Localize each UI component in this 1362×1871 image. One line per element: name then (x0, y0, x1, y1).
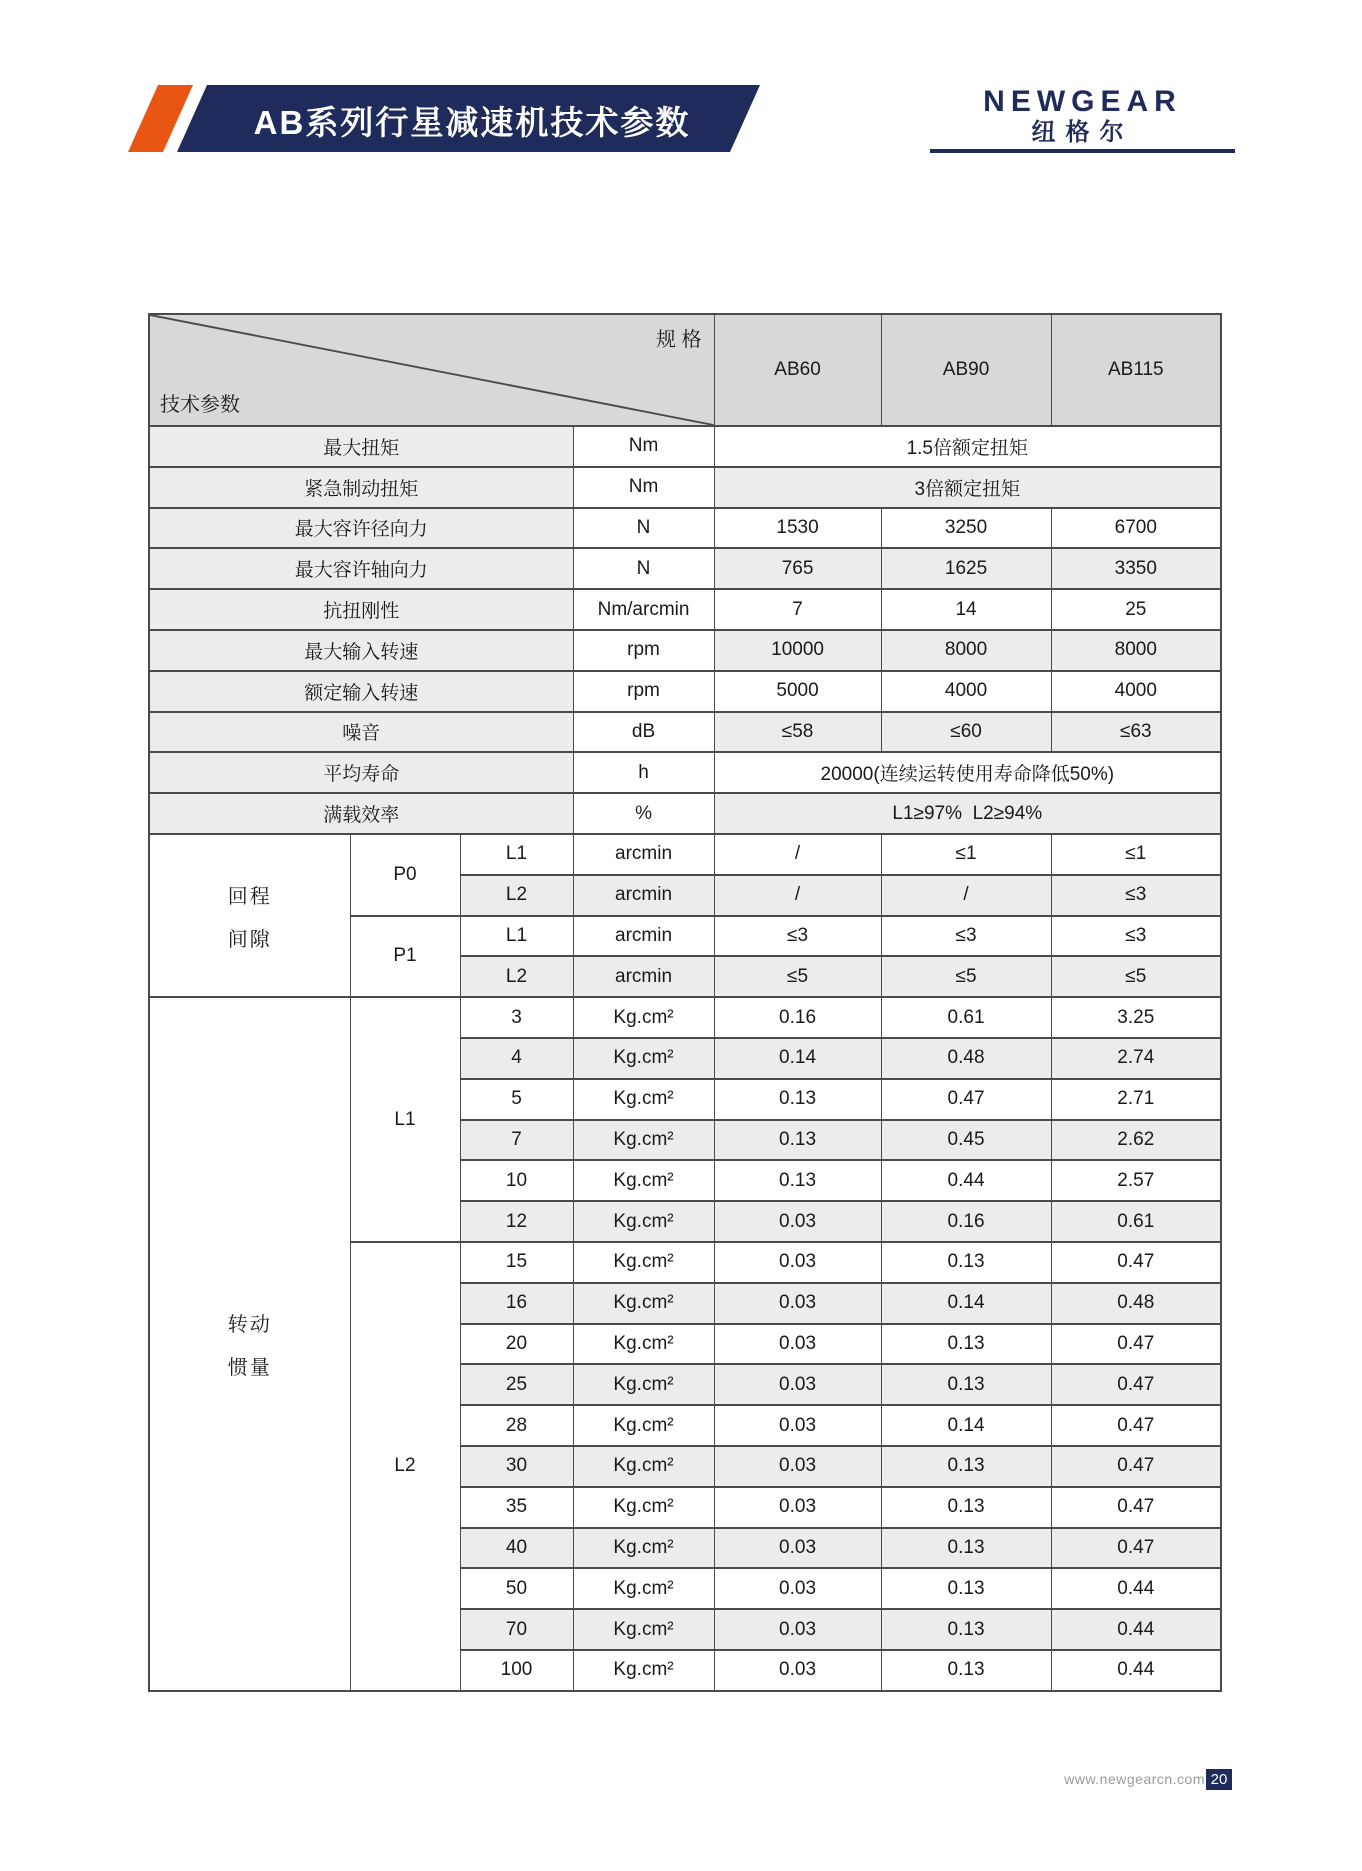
ratio: 40 (460, 1528, 573, 1569)
value-ab90: 0.13 (881, 1242, 1051, 1283)
value-ab60: 0.03 (714, 1487, 881, 1528)
unit: Kg.cm² (573, 1120, 714, 1161)
unit: Kg.cm² (573, 1364, 714, 1405)
unit: Kg.cm² (573, 1201, 714, 1242)
ratio: 28 (460, 1405, 573, 1446)
unit: Kg.cm² (573, 1038, 714, 1079)
value-ab90: 0.44 (881, 1160, 1051, 1201)
precision-grade: P1 (350, 916, 460, 998)
value-ab115: ≤3 (1051, 875, 1221, 916)
unit: Kg.cm² (573, 1160, 714, 1201)
value-ab90: 0.13 (881, 1364, 1051, 1405)
unit: arcmin (573, 875, 714, 916)
table-row (149, 630, 1221, 671)
value-ab60: 0.16 (714, 997, 881, 1038)
param-name: 最大容许轴向力 (149, 548, 573, 589)
value-ab60: 0.14 (714, 1038, 881, 1079)
value-ab115: 2.74 (1051, 1038, 1221, 1079)
table-row (149, 671, 1221, 712)
value-ab60: ≤3 (714, 916, 881, 957)
ratio: 3 (460, 997, 573, 1038)
ratio: 4 (460, 1038, 573, 1079)
value-ab115: 2.71 (1051, 1079, 1221, 1120)
value-ab115: 8000 (1051, 630, 1221, 671)
column-header-ab60: AB60 (714, 314, 881, 426)
unit: dB (573, 712, 714, 753)
value-ab90: 0.13 (881, 1528, 1051, 1569)
unit: arcmin (573, 956, 714, 997)
ratio: 50 (460, 1568, 573, 1609)
param-name: 额定输入转速 (149, 671, 573, 712)
value-ab115: 0.47 (1051, 1528, 1221, 1569)
unit: % (573, 793, 714, 834)
value-ab115: 4000 (1051, 671, 1221, 712)
unit: arcmin (573, 834, 714, 875)
value-ab115: 0.47 (1051, 1242, 1221, 1283)
unit: rpm (573, 630, 714, 671)
unit: Nm/arcmin (573, 589, 714, 630)
value-ab90: ≤5 (881, 956, 1051, 997)
value-ab90: / (881, 875, 1051, 916)
value-ab60: ≤5 (714, 956, 881, 997)
precision-grade: P0 (350, 834, 460, 916)
value-ab90: 0.61 (881, 997, 1051, 1038)
unit: h (573, 752, 714, 793)
stage: L1 (460, 916, 573, 957)
value-ab115: 3350 (1051, 548, 1221, 589)
value-ab60: 10000 (714, 630, 881, 671)
stage: L2 (460, 875, 573, 916)
value-ab115: 0.61 (1051, 1201, 1221, 1242)
value-ab60: 0.03 (714, 1364, 881, 1405)
unit: Kg.cm² (573, 1242, 714, 1283)
corner-label-param: 技术参数 (160, 394, 240, 416)
param-name: 最大容许径向力 (149, 508, 573, 549)
brand-logo (930, 86, 1235, 153)
value-ab90: 0.14 (881, 1283, 1051, 1324)
value-ab60: 0.03 (714, 1609, 881, 1650)
table-corner-cell (149, 314, 714, 426)
page-title: AB系列行星减速机技术参数 (253, 103, 691, 141)
unit: N (573, 508, 714, 549)
value-ab115: 0.44 (1051, 1609, 1221, 1650)
value-ab60: 0.03 (714, 1201, 881, 1242)
spec-table-body (149, 426, 1221, 1691)
value-ab60: 7 (714, 589, 881, 630)
unit: arcmin (573, 916, 714, 957)
column-header-ab115: AB115 (1051, 314, 1221, 426)
value-ab90: 0.13 (881, 1487, 1051, 1528)
spec-table (148, 313, 1222, 1692)
value-ab60: 765 (714, 548, 881, 589)
param-name: 满载效率 (149, 793, 573, 834)
value-ab90: 0.47 (881, 1079, 1051, 1120)
value-ab60: 0.03 (714, 1568, 881, 1609)
column-header-ab90: AB90 (881, 314, 1051, 426)
value-ab60: 0.13 (714, 1079, 881, 1120)
unit: rpm (573, 671, 714, 712)
value-ab115: ≤63 (1051, 712, 1221, 753)
page-footer (1050, 1768, 1232, 1790)
table-row (149, 997, 1221, 1038)
value-ab115: ≤5 (1051, 956, 1221, 997)
value-ab60: / (714, 875, 881, 916)
unit: Kg.cm² (573, 1405, 714, 1446)
value-ab115: ≤1 (1051, 834, 1221, 875)
ratio: 10 (460, 1160, 573, 1201)
unit: Kg.cm² (573, 997, 714, 1038)
value-ab115: 3.25 (1051, 997, 1221, 1038)
unit: Kg.cm² (573, 1487, 714, 1528)
unit: Nm (573, 426, 714, 467)
value-ab90: 0.13 (881, 1650, 1051, 1691)
value-ab60: ≤58 (714, 712, 881, 753)
ratio: 25 (460, 1364, 573, 1405)
value-ab60: 0.03 (714, 1283, 881, 1324)
value-span: 3倍额定扭矩 (714, 467, 1221, 508)
stage-group: L2 (350, 1242, 460, 1691)
value-ab90: 0.13 (881, 1324, 1051, 1365)
value-ab115: 0.44 (1051, 1568, 1221, 1609)
param-name: 平均寿命 (149, 752, 573, 793)
table-row (149, 752, 1221, 793)
value-ab90: 0.45 (881, 1120, 1051, 1161)
value-ab115: 2.62 (1051, 1120, 1221, 1161)
param-name: 抗扭刚性 (149, 589, 573, 630)
unit: Kg.cm² (573, 1650, 714, 1691)
value-ab90: 0.13 (881, 1568, 1051, 1609)
ratio: 16 (460, 1283, 573, 1324)
ratio: 100 (460, 1650, 573, 1691)
brand-name: NEWGEAR (983, 85, 1182, 118)
ratio: 15 (460, 1242, 573, 1283)
unit: Kg.cm² (573, 1446, 714, 1487)
value-ab60: 1530 (714, 508, 881, 549)
unit: Kg.cm² (573, 1568, 714, 1609)
value-ab60: / (714, 834, 881, 875)
value-ab90: 0.14 (881, 1405, 1051, 1446)
value-ab60: 0.13 (714, 1160, 881, 1201)
unit: Kg.cm² (573, 1609, 714, 1650)
unit: Kg.cm² (573, 1528, 714, 1569)
table-row (149, 548, 1221, 589)
brand-name-cn: 纽格尔 (1031, 118, 1134, 146)
value-span: 1.5倍额定扭矩 (714, 426, 1221, 467)
value-span: 20000(连续运转使用寿命降低50%) (714, 752, 1221, 793)
ratio: 70 (460, 1609, 573, 1650)
value-ab60: 0.03 (714, 1405, 881, 1446)
value-ab90: 0.16 (881, 1201, 1051, 1242)
table-row (149, 467, 1221, 508)
ratio: 30 (460, 1446, 573, 1487)
param-name: 最大扭矩 (149, 426, 573, 467)
param-name: 噪音 (149, 712, 573, 753)
value-ab60: 0.03 (714, 1650, 881, 1691)
table-row (149, 589, 1221, 630)
corner-label-spec: 规 格 (655, 329, 702, 351)
value-ab115: 25 (1051, 589, 1221, 630)
value-ab60: 0.13 (714, 1120, 881, 1161)
value-ab115: ≤3 (1051, 916, 1221, 957)
unit: Kg.cm² (573, 1079, 714, 1120)
value-ab115: 0.47 (1051, 1364, 1221, 1405)
table-row (149, 834, 1221, 875)
value-ab90: ≤1 (881, 834, 1051, 875)
table-row (149, 793, 1221, 834)
page-number-badge: 20 (1206, 1769, 1232, 1790)
value-ab60: 0.03 (714, 1528, 881, 1569)
value-ab60: 0.03 (714, 1324, 881, 1365)
value-ab60: 0.03 (714, 1242, 881, 1283)
value-ab90: ≤60 (881, 712, 1051, 753)
value-ab115: 6700 (1051, 508, 1221, 549)
value-ab115: 2.57 (1051, 1160, 1221, 1201)
ratio: 5 (460, 1079, 573, 1120)
value-ab115: 0.47 (1051, 1446, 1221, 1487)
unit: Kg.cm² (573, 1324, 714, 1365)
ratio: 12 (460, 1201, 573, 1242)
param-name: 紧急制动扭矩 (149, 467, 573, 508)
ratio: 7 (460, 1120, 573, 1161)
table-row (149, 508, 1221, 549)
value-ab115: 0.48 (1051, 1283, 1221, 1324)
value-ab90: ≤3 (881, 916, 1051, 957)
value-ab90: 3250 (881, 508, 1051, 549)
value-ab90: 8000 (881, 630, 1051, 671)
section-label-backlash: 回程 间隙 (149, 834, 350, 997)
section-label-inertia: 转动 惯量 (149, 997, 350, 1691)
value-span: L1≥97% L2≥94% (714, 793, 1221, 834)
value-ab90: 14 (881, 589, 1051, 630)
value-ab60: 0.03 (714, 1446, 881, 1487)
value-ab90: 0.13 (881, 1446, 1051, 1487)
unit: Kg.cm² (573, 1283, 714, 1324)
value-ab60: 5000 (714, 671, 881, 712)
value-ab90: 4000 (881, 671, 1051, 712)
ratio: 20 (460, 1324, 573, 1365)
value-ab115: 0.47 (1051, 1324, 1221, 1365)
value-ab90: 0.13 (881, 1609, 1051, 1650)
stage: L1 (460, 834, 573, 875)
ratio: 35 (460, 1487, 573, 1528)
unit: N (573, 548, 714, 589)
stage-group: L1 (350, 997, 460, 1242)
table-header-row (149, 314, 1221, 426)
value-ab115: 0.44 (1051, 1650, 1221, 1691)
value-ab90: 0.48 (881, 1038, 1051, 1079)
stage: L2 (460, 956, 573, 997)
footer-url: www.newgearcn.com (1064, 1771, 1205, 1787)
param-name: 最大输入转速 (149, 630, 573, 671)
value-ab90: 1625 (881, 548, 1051, 589)
table-row (149, 712, 1221, 753)
value-ab115: 0.47 (1051, 1405, 1221, 1446)
unit: Nm (573, 467, 714, 508)
table-row (149, 426, 1221, 467)
value-ab115: 0.47 (1051, 1487, 1221, 1528)
brand-underline (930, 149, 1235, 153)
